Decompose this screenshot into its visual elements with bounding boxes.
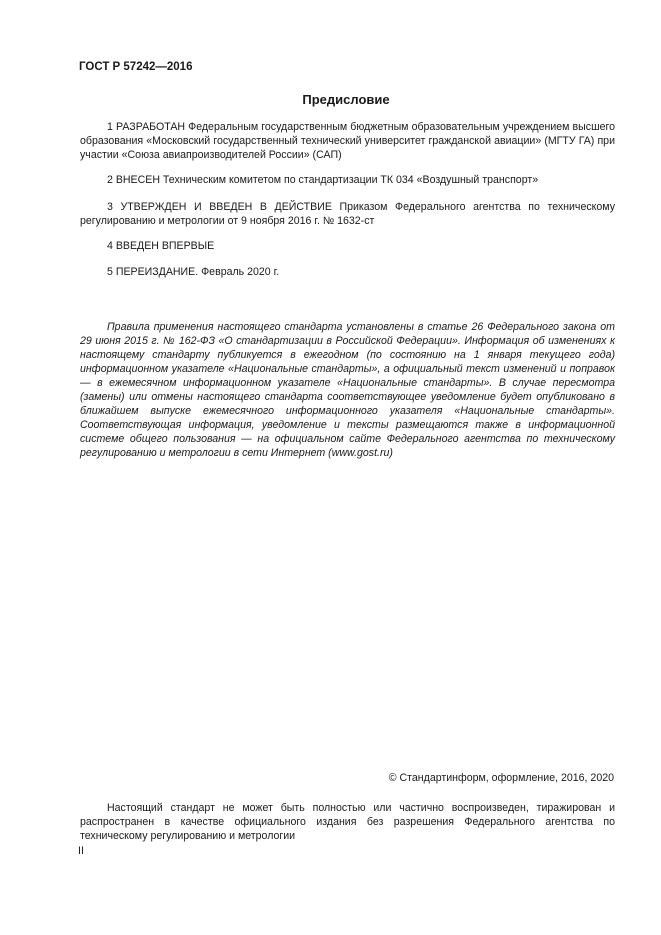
standard-code: ГОСТ Р 57242—2016 — [79, 61, 193, 73]
copyright-line: © Стандартинформ, оформление, 2016, 2020 — [388, 772, 614, 784]
application-rules-notice: Правила применения настоящего стандарта установлены в статье 26 Федерального закона от 29 июня 2015 г. № 162-ФЗ «О стандартизации в Российской Федерации». Информация об изменениях к настоящему стандарту публикуется в ежегодном (по состоянию на 1 января текущего года) информационном указателе «Национальные стандарты», а официальный текст изменений и поправок — в ежемесячном информационном указателе «Национальные стандарты». В случае пересмотра (замены) или отмены настоящего стандарта соответствующее уведомление будет опубликовано в ближайшем выпуске ежемесячного информационного указателя «Национальные стандарты». Соответствующая информация, уведомление и тексты размещаются также в информационной системе общего пользования — на официальном сайте Федерального агентства по техническому регулированию и метрологии в сети Интернет (www.gost.ru) — [80, 321, 615, 459]
foreword-item-3: 3 УТВЕРЖДЕН И ВВЕДЕН В ДЕЙСТВИЕ Приказом Федерального агентства по техническому регулированию и метрологии от 9 ноября 2016 г. № 1632-ст — [80, 201, 615, 227]
foreword-item-2: 2 ВНЕСЕН Техническим комитетом по стандартизации ТК 034 «Воздушный транспорт» — [107, 174, 539, 186]
reproduction-notice: Настоящий стандарт не может быть полностью или частично воспроизведен, тиражирован и распространен в качестве официального издания без разрешения Федерального агентства по техническому регулированию и метрологии — [80, 802, 615, 842]
page-title: Предисловие — [302, 92, 390, 107]
foreword-item-5: 5 ПЕРЕИЗДАНИЕ. Февраль 2020 г. — [107, 266, 280, 278]
page-number: II — [78, 845, 84, 857]
foreword-item-4: 4 ВВЕДЕН ВПЕРВЫЕ — [107, 240, 215, 252]
foreword-item-1: 1 РАЗРАБОТАН Федеральным государственным бюджетным образовательным учреждением высшего образования «Московский государственный технический университет гражданской авиации» (МГТУ ГА) при участии «Союза авиапроизводителей России» (САП) — [80, 121, 615, 161]
